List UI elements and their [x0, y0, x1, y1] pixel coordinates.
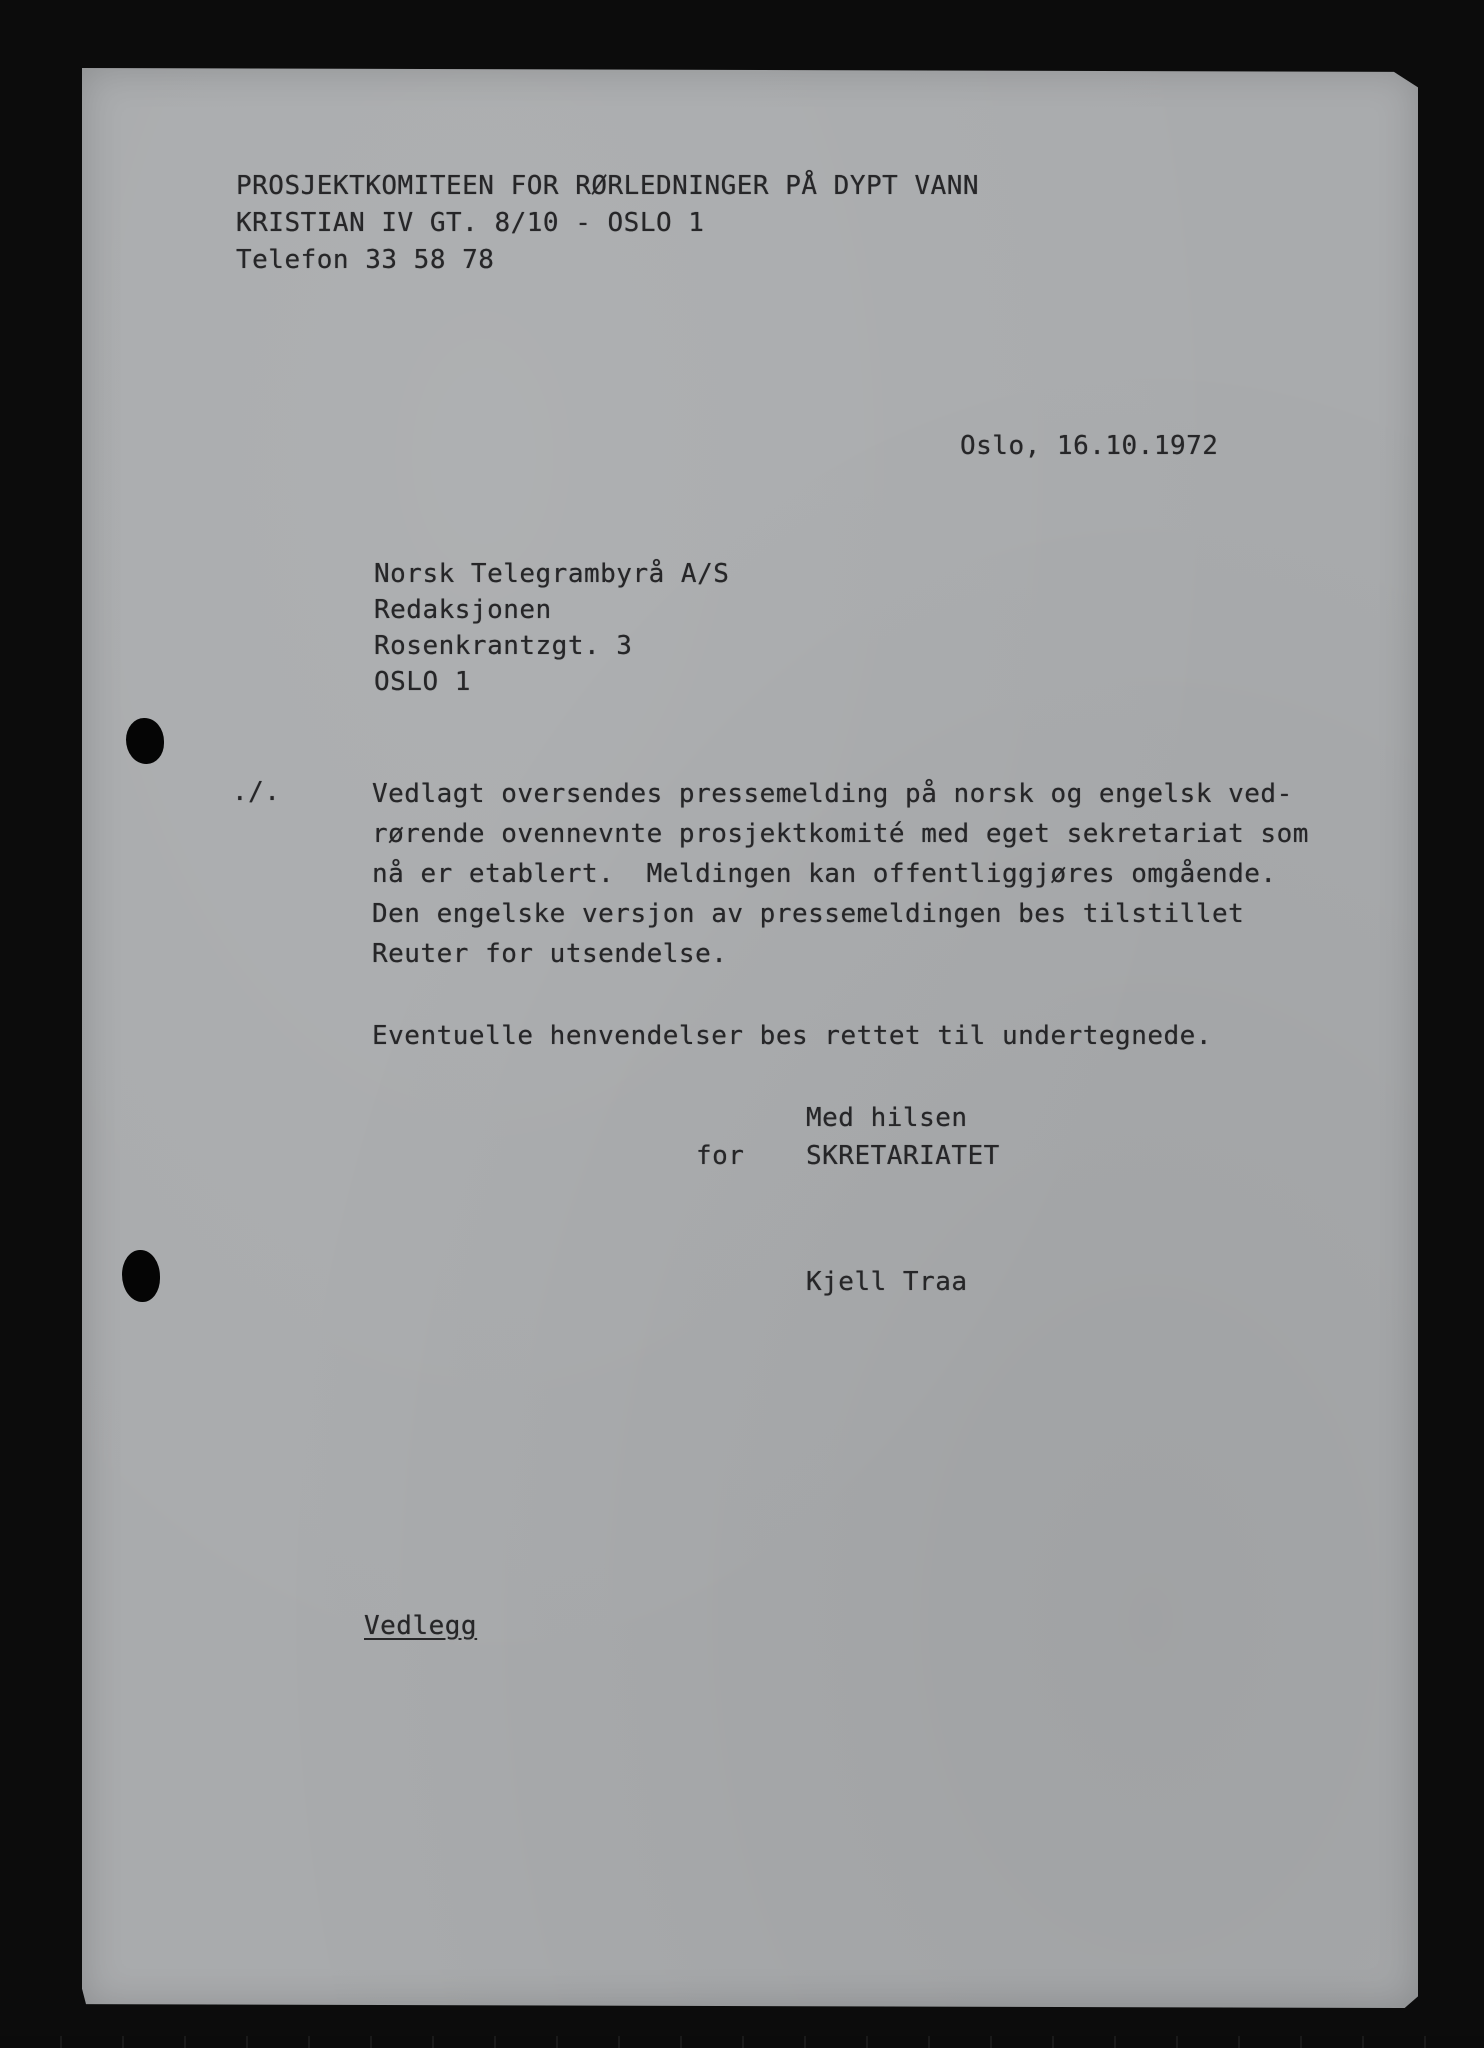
punch-hole-bottom [122, 1250, 160, 1302]
body-paragraph-1 [372, 774, 1309, 974]
body-line-2: rørende ovennevnte prosjektkomité med eget sekretariat som [372, 819, 1309, 849]
letter-date: Oslo, 16.10.1972 [960, 431, 1219, 461]
closing-for-label: for [696, 1141, 745, 1171]
recipient-line-4: OSLO 1 [374, 667, 471, 697]
body-line-4: Den engelske versjon av pressemeldingen bes tilstillet [372, 899, 1245, 929]
letterhead-address: KRISTIAN IV GT. 8/10 - OSLO 1 [236, 208, 705, 238]
letterhead-organization: PROSJEKTKOMITEEN FOR RØRLEDNINGER PÅ DYPT VANN [236, 171, 980, 201]
closing-department: SKRETARIATET [806, 1141, 1000, 1171]
scan-edge-strip [0, 2036, 1484, 2048]
enclosure-mark: ./. [232, 777, 281, 807]
body-line-1: Vedlagt oversendes pressemelding på norsk og engelsk ved- [372, 779, 1293, 809]
body-line-5: Reuter for utsendelse. [372, 939, 728, 969]
body-line-3: nå er etablert. Meldingen kan offentliggjøres omgående. [372, 859, 1277, 889]
recipient-line-2: Redaksjonen [374, 595, 552, 625]
letterhead [236, 168, 979, 279]
recipient-line-3: Rosenkrantzgt. 3 [374, 631, 633, 661]
recipient-line-1: Norsk Telegrambyrå A/S [374, 559, 730, 589]
signer-name: Kjell Traa [806, 1267, 968, 1297]
punch-hole-top [126, 718, 164, 764]
body-paragraph-2: Eventuelle henvendelser bes rettet til undertegnede. [372, 1021, 1212, 1051]
attachments-label: Vedlegg [364, 1611, 478, 1641]
recipient-address [374, 556, 729, 700]
closing-greeting: Med hilsen [806, 1103, 968, 1133]
letterhead-phone: Telefon 33 58 78 [236, 245, 495, 275]
